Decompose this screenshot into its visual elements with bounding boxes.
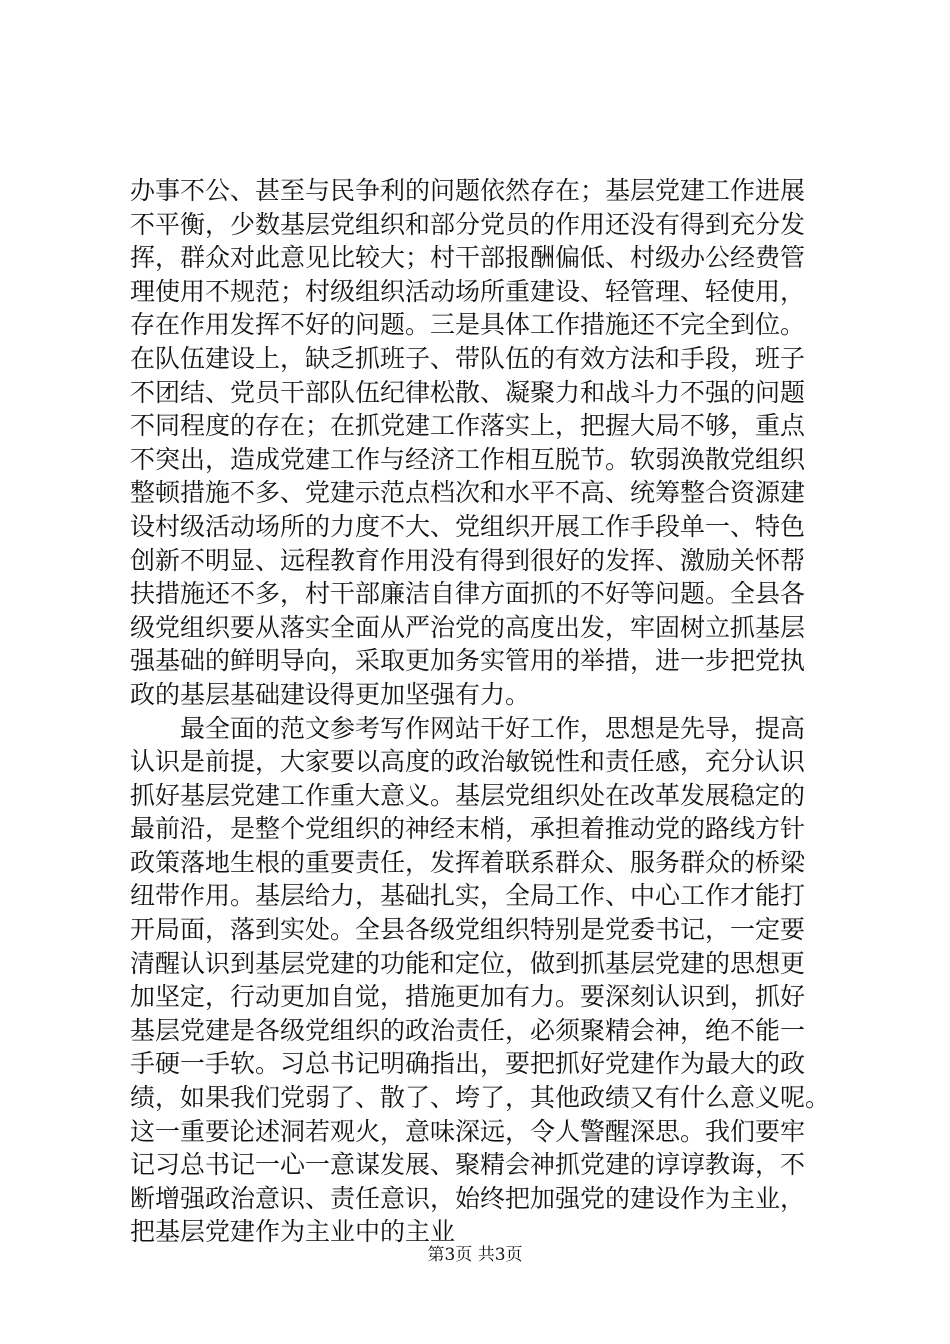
text-line: 不同程度的存在；在抓党建工作落实上，把握大局不够，重点: [130, 411, 806, 441]
page-number-footer: 第3页 共3页: [427, 1245, 523, 1265]
text-line: 这一重要论述洞若观火，意味深远，令人警醒深思。我们要牢: [130, 1116, 806, 1146]
text-line: 最前沿，是整个党组织的神经末梢，承担着推动党的路线方针: [130, 814, 806, 844]
text-line: 整顿措施不多、党建示范点档次和水平不高、统筹整合资源建: [130, 478, 806, 508]
text-line: 基层党建是各级党组织的政治责任，必须聚精会神，绝不能一: [130, 1015, 806, 1045]
text-line: 把基层党建作为主业中的主业: [130, 1217, 456, 1247]
text-line: 认识是前提，大家要以高度的政治敏锐性和责任感，充分认识: [130, 747, 806, 777]
text-line: 手硬一手软。习总书记明确指出，要把抓好党建作为最大的政: [130, 1049, 806, 1079]
paragraph-first-line: 最全面的范文参考写作网站干好工作，思想是先导，提高: [180, 713, 806, 743]
text-line: 政策落地生根的重要责任，发挥着联系群众、服务群众的桥梁: [130, 847, 806, 877]
text-line: 不团结、党员干部队伍纪律松散、凝聚力和战斗力不强的问题: [130, 377, 806, 407]
text-line: 挥，群众对此意见比较大；村干部报酬偏低、村级办公经费管: [130, 243, 806, 273]
text-line: 不平衡，少数基层党组织和部分党员的作用还没有得到充分发: [130, 209, 806, 239]
text-line: 纽带作用。基层给力，基础扎实，全局工作、中心工作才能打: [130, 881, 806, 911]
text-line: 强基础的鲜明导向，采取更加务实管用的举措，进一步把党执: [130, 646, 806, 676]
text-line: 断增强政治意识、责任意识，始终把加强党的建设作为主业，: [130, 1183, 806, 1213]
text-line: 清醒认识到基层党建的功能和定位，做到抓基层党建的思想更: [130, 948, 806, 978]
text-line: 绩，如果我们党弱了、散了、垮了，其他政绩又有什么意义呢。: [130, 1083, 831, 1113]
text-line: 加坚定，行动更加自觉，措施更加有力。要深刻认识到，抓好: [130, 982, 806, 1012]
text-line: 政的基层基础建设得更加坚强有力。: [130, 679, 531, 709]
text-line: 存在作用发挥不好的问题。三是具体工作措施还不完全到位。: [130, 310, 806, 340]
text-line: 在队伍建设上，缺乏抓班子、带队伍的有效方法和手段，班子: [130, 343, 806, 373]
text-line: 开局面，落到实处。全县各级党组织特别是党委书记，一定要: [130, 915, 806, 945]
text-line: 理使用不规范；村级组织活动场所重建设、轻管理、轻使用，: [130, 276, 806, 306]
text-line: 设村级活动场所的力度不大、党组织开展工作手段单一、特色: [130, 511, 806, 541]
text-line: 记习总书记一心一意谋发展、聚精会神抓党建的谆谆教诲，不: [130, 1150, 806, 1180]
text-line: 不突出，造成党建工作与经济工作相互脱节。软弱涣散党组织: [130, 444, 806, 474]
body-text: [130, 174, 860, 1249]
text-line: 办事不公、甚至与民争利的问题依然存在；基层党建工作进展: [130, 176, 806, 205]
text-line: 扶措施还不多，村干部廉洁自律方面抓的不好等问题。全县各: [130, 579, 806, 609]
text-line: 级党组织要从落实全面从严治党的高度出发，牢固树立抓基层: [130, 612, 806, 642]
text-line: 创新不明显、远程教育作用没有得到很好的发挥、激励关怀帮: [130, 545, 806, 575]
text-line: 抓好基层党建工作重大意义。基层党组织处在改革发展稳定的: [130, 780, 806, 810]
